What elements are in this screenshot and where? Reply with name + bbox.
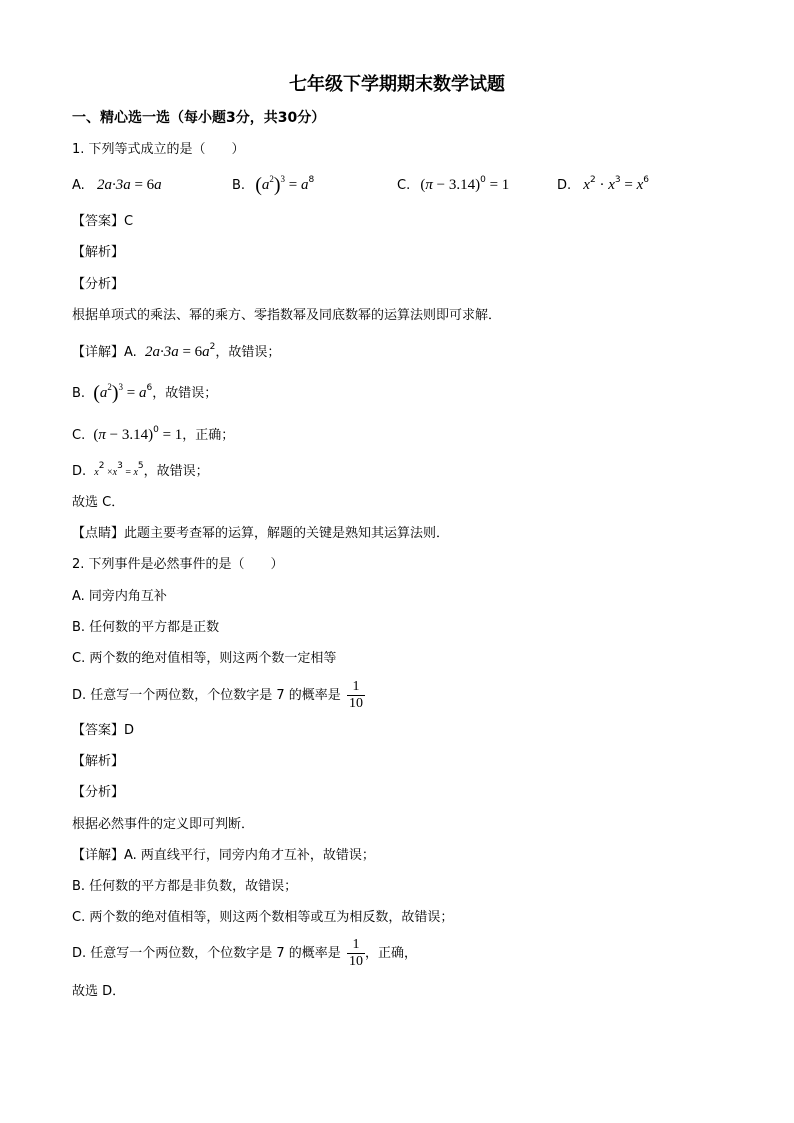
q1-fenxi-heading: 【分析】	[72, 277, 125, 292]
q2-analysis-heading: 【解析】	[72, 754, 125, 769]
q1-detail-a: 【详解】A. $2a\cdot 3a = 6a^2$，故错误；	[72, 342, 281, 360]
q1-detail-d: D. $x^2 \times x^3 = x^5$，故错误；	[72, 461, 209, 479]
q2-choose: 故选 D．	[72, 984, 126, 999]
q2-answer: 【答案】D	[72, 723, 135, 738]
q2-option-d: D. 任意写一个两位数，个位数字是 7 的概率是 $\frac{1}{10}$	[72, 679, 363, 711]
q2-detail-a: 【详解】A. 两直线平行，同旁内角才互补，故错误；	[72, 848, 375, 863]
q2-detail-d: D. 任意写一个两位数，个位数字是 7 的概率是 $\frac{1}{10}$ ，正确，	[72, 937, 417, 969]
fraction-one-tenth: $\frac{1}{10}$	[348, 937, 363, 969]
q1-choose: 故选 C．	[72, 495, 125, 510]
q1-answer: 【答案】C	[72, 214, 134, 229]
q1-fenxi-text: 根据单项式的乘法、幂的乘方、零指数幂及同底数幂的运算法则即可求解．	[72, 308, 502, 323]
q2-fenxi-heading: 【分析】	[72, 785, 125, 800]
q1-option-b: B. $(a^2)^3 = a^8$	[232, 174, 315, 196]
q1-stem: 1. 下列等式成立的是（ ）	[72, 142, 245, 157]
page-title: 七年级下学期期末数学试题	[289, 74, 505, 95]
q2-stem: 2. 下列事件是必然事件的是（ ）	[72, 557, 284, 572]
q1-dianjing: 【点睛】此题主要考查幂的运算，解题的关键是熟知其运算法则．	[72, 526, 450, 541]
section-heading: 一、精心选一选（每小题3分，共30分）	[72, 110, 326, 126]
q2-fenxi-text: 根据必然事件的定义即可判断．	[72, 817, 255, 832]
q2-detail-c: C. 两个数的绝对值相等，则这两个数相等或互为相反数，故错误；	[72, 910, 454, 925]
q1-option-a: A. 2a·3a = 6a	[72, 177, 162, 193]
fraction-one-tenth: $\frac{1}{10}$	[348, 679, 363, 711]
q2-option-a: A. 同旁内角互补	[72, 589, 167, 604]
q2-detail-b: B. 任何数的平方都是非负数，故错误；	[72, 879, 298, 894]
q1-analysis-heading: 【解析】	[72, 245, 125, 260]
q2-option-c: C. 两个数的绝对值相等，则这两个数一定相等	[72, 651, 337, 666]
q2-option-b: B. 任何数的平方都是正数	[72, 620, 220, 635]
q1-option-c: C. $(\pi - 3.14)^0 = 1$	[397, 175, 510, 193]
q1-option-d: D. $x^2 \cdot x^3 = x^6$	[557, 175, 649, 193]
q1-detail-b: B. $(a^2)^3 = a^6$，故错误；	[72, 382, 218, 404]
q1-detail-c: C. $(\pi - 3.14)^0 = 1$，正确；	[72, 425, 235, 443]
